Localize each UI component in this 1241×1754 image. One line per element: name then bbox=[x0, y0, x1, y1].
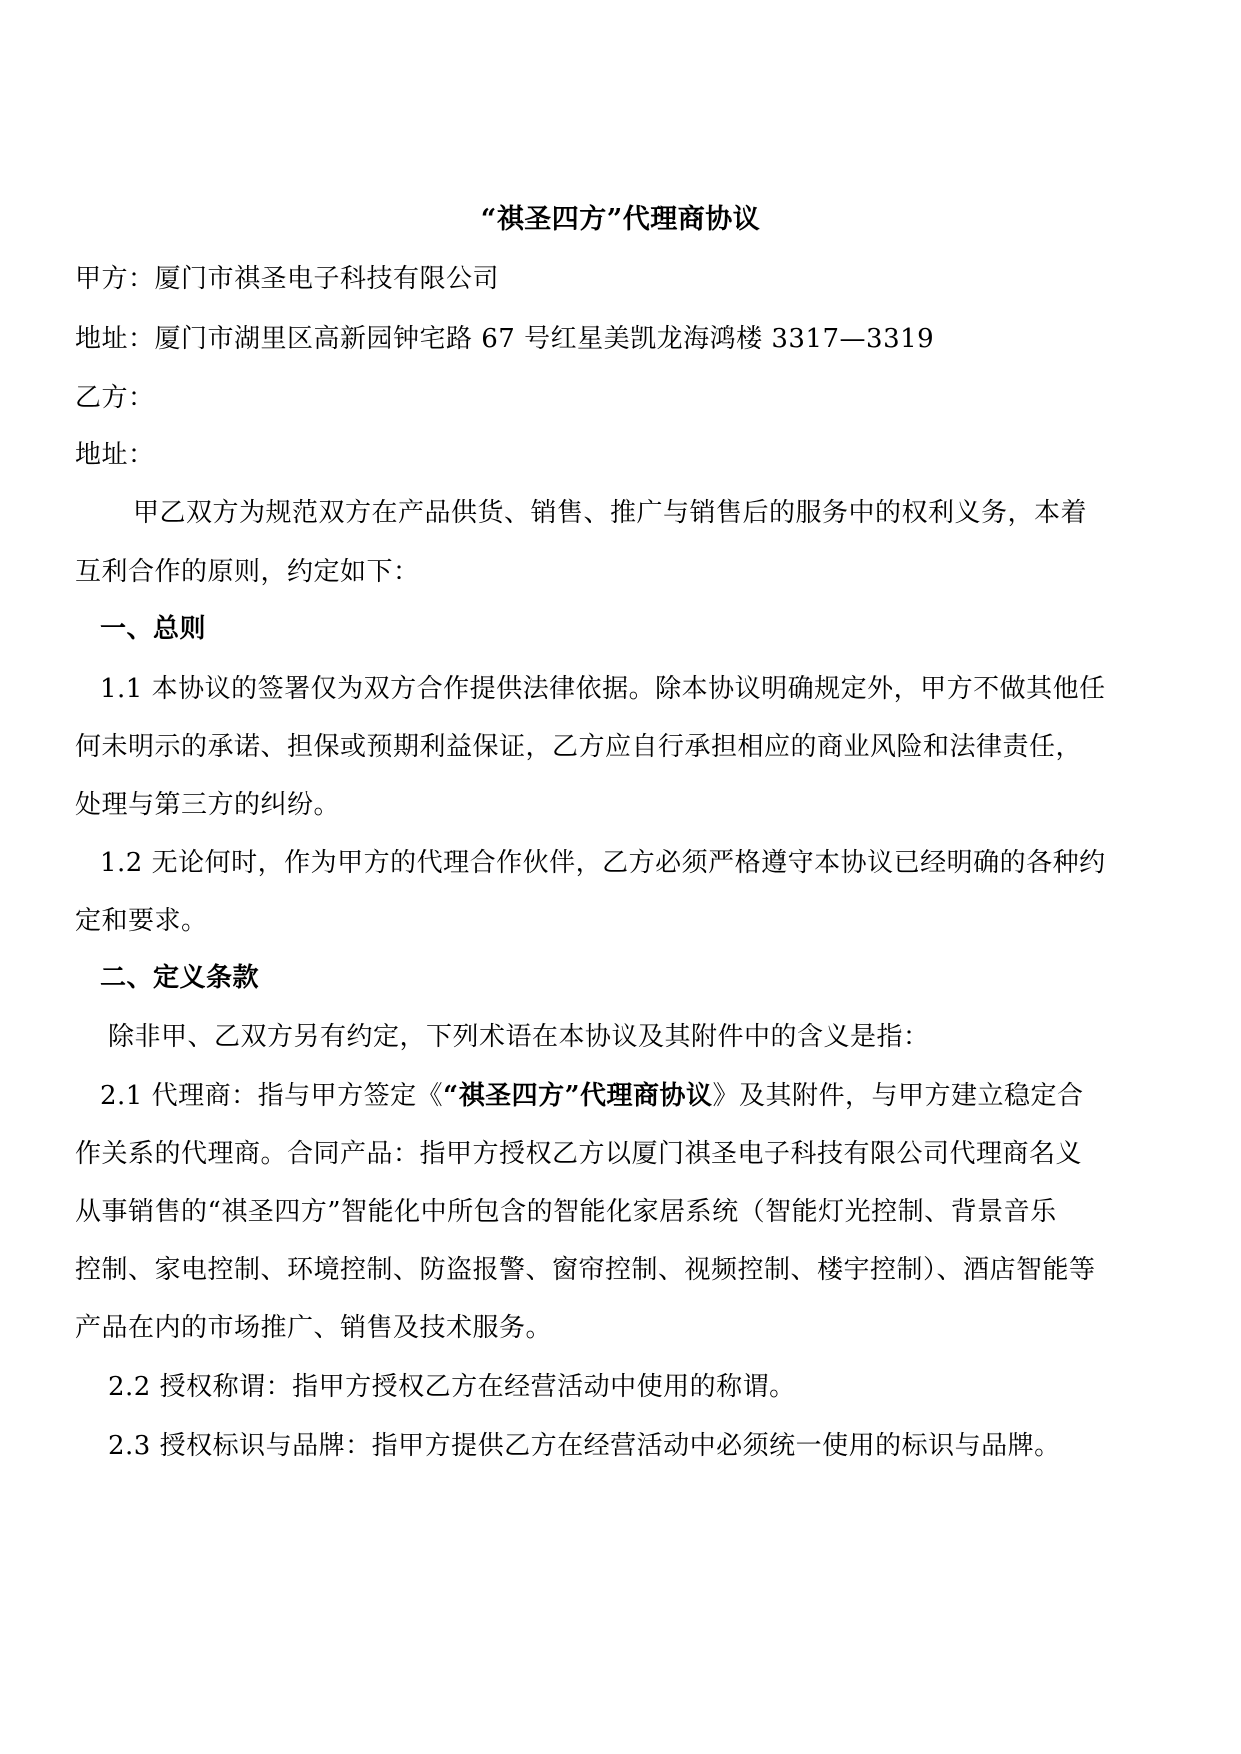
clause-1-1-line: 1.1 本协议的签署仅为双方合作提供法律依据。除本协议明确规定外，甲方不做其他任 bbox=[100, 674, 1106, 704]
clause-2-1-line: 作关系的代理商。合同产品：指甲方授权乙方以厦门祺圣电子科技有限公司代理商名义 bbox=[75, 1139, 1083, 1169]
clause-2-3: 2.3 授权标识与品牌：指甲方提供乙方在经营活动中必须统一使用的标识与品牌。 bbox=[108, 1431, 1061, 1461]
document-title: “祺圣四方”代理商协议 bbox=[480, 204, 761, 235]
party-b: 乙方： bbox=[75, 383, 155, 413]
preamble-line: 甲乙双方为规范双方在产品供货、销售、推广与销售后的服务中的权利义务，本着 bbox=[133, 498, 1088, 528]
clause-1-1-line: 处理与第三方的纠纷。 bbox=[75, 790, 341, 820]
clause-2-2: 2.2 授权称谓：指甲方授权乙方在经营活动中使用的称谓。 bbox=[108, 1372, 796, 1402]
clause-2-1-suffix: 》及其附件，与甲方建立稳定合 bbox=[712, 1081, 1084, 1111]
section-heading: 二、定义条款 bbox=[100, 963, 260, 993]
clause-2-1-line: 从事销售的“祺圣四方”智能化中所包含的智能化家居系统（智能灯光控制、背景音乐 bbox=[75, 1197, 1057, 1227]
clause-2-1-prefix: 2.1 代理商：指与甲方签定《 bbox=[100, 1081, 444, 1111]
party-a: 甲方：厦门市祺圣电子科技有限公司 bbox=[75, 264, 500, 294]
section-intro: 除非甲、乙双方另有约定，下列术语在本协议及其附件中的含义是指： bbox=[108, 1022, 930, 1052]
clause-1-2-line: 1.2 无论何时，作为甲方的代理合作伙伴，乙方必须严格遵守本协议已经明确的各种约 bbox=[100, 848, 1106, 878]
clause-1-1-line: 何未明示的承诺、担保或预期利益保证，乙方应自行承担相应的商业风险和法律责任， bbox=[75, 732, 1083, 762]
clause-2-1-line: 控制、家电控制、环境控制、防盗报警、窗帘控制、视频控制、楼宇控制）、酒店智能等 bbox=[75, 1255, 1096, 1285]
preamble-line: 互利合作的原则，约定如下： bbox=[75, 557, 420, 587]
section-heading: 一、总则 bbox=[100, 614, 207, 644]
clause-2-1-agreement-name: “祺圣四方”代理商协议 bbox=[443, 1081, 713, 1111]
party-b-address: 地址： bbox=[75, 440, 155, 470]
party-a-address: 地址：厦门市湖里区高新园钟宅路 67 号红星美凯龙海鸿楼 3317—3319 bbox=[75, 324, 935, 354]
clause-2-1-first-line bbox=[100, 1079, 1195, 1113]
clause-2-1-line: 产品在内的市场推广、销售及技术服务。 bbox=[75, 1313, 553, 1343]
clause-1-2-line: 定和要求。 bbox=[75, 906, 208, 936]
